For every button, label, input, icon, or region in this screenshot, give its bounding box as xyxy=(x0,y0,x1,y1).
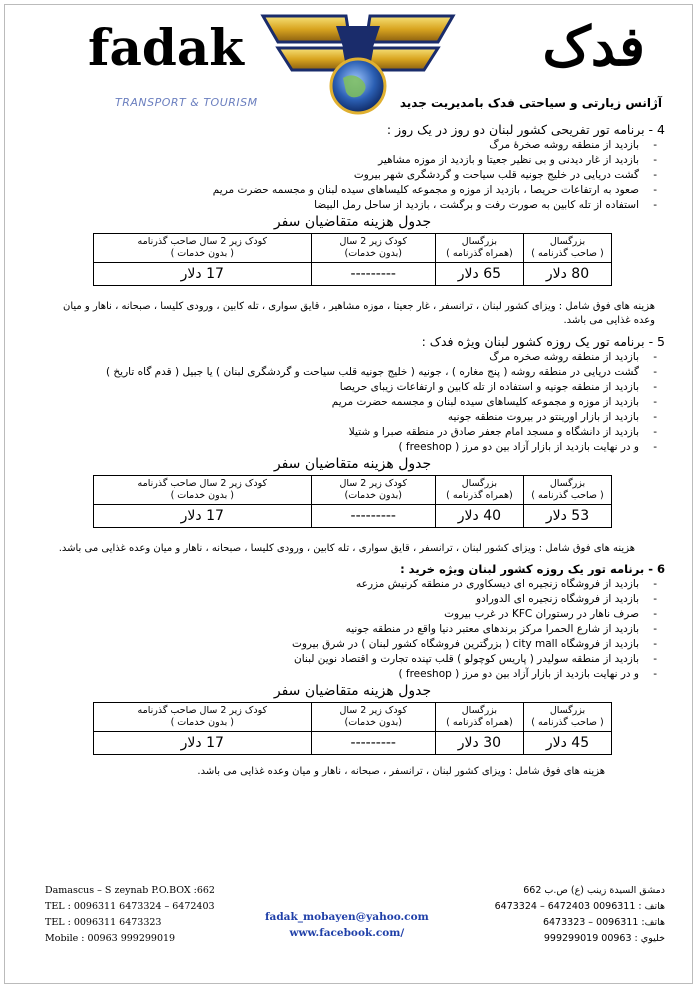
table-row xyxy=(94,505,612,528)
address-line: دمشق السیدة زینب (ع) ص.ب 662 xyxy=(523,885,665,896)
table-header: کودک زیر 2 سال (بدون خدمات) xyxy=(311,234,435,263)
table-row xyxy=(94,263,612,286)
mobile-line: Mobile : 00963 999299019 xyxy=(45,933,176,944)
table-row xyxy=(94,732,612,755)
price-cell: 65 دلار xyxy=(435,263,523,286)
table-header: بزرگسال ( صاحب گذرنامه ) xyxy=(523,703,611,732)
list-item: - بازدید از منطقه روشه صخره مرگ xyxy=(40,350,657,365)
list-item: - بازدید از منطقه جونیه و استفاده از تله کابین و ارتفاعات زیبای حریصا xyxy=(40,380,657,395)
list-item: - بازدید از غار دیدنی و بی نظیر جعیتا و بازدید از موزه مشاهیر xyxy=(40,153,657,168)
price-cell: 30 دلار xyxy=(435,732,523,755)
table-header: بزرگسال (همراه گذرنامه ) xyxy=(435,703,523,732)
section-title: 6 - برنامه تور یک روزه کشور لبنان ویژه خرید : xyxy=(400,562,665,576)
price-cell: 45 دلار xyxy=(523,732,611,755)
list-item: - بازدید از فروشگاه city mall ( بزرگترین فروشگاه کشور لبنان ) در شرق بیروت xyxy=(40,637,657,652)
tour-content xyxy=(40,118,665,785)
table-header: بزرگسال ( صاحب گذرنامه ) xyxy=(523,234,611,263)
footer-online xyxy=(265,909,429,941)
list-item: - صرف ناهار در رستوران KFC در غرب بیروت xyxy=(40,607,657,622)
section-title: 5 - برنامه تور یک روزه کشور لبنان ویژه فدک : xyxy=(421,334,665,349)
email-link[interactable]: fadak_mobayen@yahoo.com xyxy=(265,911,429,923)
table-header: بزرگسال (همراه گذرنامه ) xyxy=(435,234,523,263)
list-item: - و در نهایت بازدید از بازار آزاد بین دو مرز ( freeshop ) xyxy=(40,667,657,682)
tour-section-6 xyxy=(40,562,665,779)
tour-section-5 xyxy=(40,334,665,556)
price-cell: 40 دلار xyxy=(435,505,523,528)
table-title: جدول هزینه متقاضیان سفر xyxy=(273,214,432,230)
price-table xyxy=(93,475,612,528)
phone-line: هاتف: 0096311 – 6473323 xyxy=(542,917,665,928)
price-cell: 17 دلار xyxy=(94,505,312,528)
list-item: - بازدید از فروشگاه زنجیره ای الدورادو xyxy=(40,592,657,607)
brand-latin: fadak xyxy=(88,18,244,77)
itinerary-list xyxy=(40,138,665,213)
address-line: Damascus – S zeynab P.O.BOX :662 xyxy=(45,885,215,896)
table-header: بزرگسال (همراه گذرنامه ) xyxy=(435,476,523,505)
price-note: هزینه های فوق شامل : ویزای کشور لبنان ، ترانسفر ، صبحانه ، ناهار و میان وعده غذایی می باشد. xyxy=(197,766,605,777)
facebook-link[interactable]: www.facebook.com/ xyxy=(289,927,405,939)
table-header: کودک زیر 2 سال صاحب گذرنامه ( بدون خدمات ) xyxy=(94,703,312,732)
table-header: کودک زیر 2 سال صاحب گذرنامه ( بدون خدمات ) xyxy=(94,476,312,505)
list-item: - و در نهایت بازدید از بازار آزاد بین دو مرز ( freeshop ) xyxy=(40,440,657,455)
price-table xyxy=(93,233,612,286)
list-item: - بازدید از منطقه روشه صخرهٔ مرگ xyxy=(40,138,657,153)
price-cell: --------- xyxy=(311,732,435,755)
price-cell: --------- xyxy=(311,505,435,528)
table-title: جدول هزینه متقاضیان سفر xyxy=(273,456,432,472)
tagline-arabic: آژانس زیارتی و سیاحتی فدک بامدیریت جدید xyxy=(399,96,662,110)
price-cell: 53 دلار xyxy=(523,505,611,528)
itinerary-list xyxy=(40,577,665,682)
list-item: - بازدید از فروشگاه زنجیره ای دیسکاوری در منطقه کرنیش مزرعه xyxy=(40,577,657,592)
table-header: کودک زیر 2 سال صاحب گذرنامه ( بدون خدمات ) xyxy=(94,234,312,263)
table-header: کودک زیر 2 سال (بدون خدمات) xyxy=(311,703,435,732)
price-cell: 17 دلار xyxy=(94,732,312,755)
price-note: هزینه های فوق شامل : ویزای کشور لبنان ، ترانسفر ، قایق سواری ، تله کابین ، ورودی کلیسا ، صبحانه ، ناهار و میان وعده غذایی می باشد. xyxy=(58,543,635,554)
phone-line: هاتف : 0096311 6472403 – 6473324 xyxy=(494,901,665,912)
mobile-line: خلیوي : 00963 999299019 xyxy=(543,933,665,944)
table-header: کودک زیر 2 سال (بدون خدمات) xyxy=(311,476,435,505)
price-cell: 17 دلار xyxy=(94,263,312,286)
brand-arabic: فدک xyxy=(542,14,645,78)
list-item: - بازدید از دانشگاه و مسجد امام جعفر صادق در منطقه صبرا و شتیلا xyxy=(40,425,657,440)
phone-line: TEL : 0096311 6473323 xyxy=(45,917,162,928)
price-cell: 80 دلار xyxy=(523,263,611,286)
tour-section-4 xyxy=(40,122,665,328)
list-item: - بازدید از بازار اورینتو در بیروت منطقه جونیه xyxy=(40,410,657,425)
price-table xyxy=(93,702,612,755)
footer-contact-latin xyxy=(45,883,215,947)
phone-line: TEL : 0096311 6473324 – 6472403 xyxy=(45,901,215,912)
list-item: - بازدید از منطقه سولیدر ( پاریس کوچولو ) قلب تپنده تجارت و اقتصاد نوین لبنان xyxy=(40,652,657,667)
footer-contact-arabic xyxy=(495,883,665,947)
list-item: - صعود به ارتفاعات حریصا ، بازدید از موزه و مجموعه کلیساهای سیده لبنان و مجسمه حضرت مریم xyxy=(40,183,657,198)
price-note: هزینه های فوق شامل : ویزای کشور لبنان ، ترانسفر ، غار جعیتا ، موزه مشاهیر ، قایق سواری ، تله کابین ، ورودی کلیسا ، صبحانه ، ناهار و میان وعده غذایی می باشد. xyxy=(62,301,655,326)
section-title: 4 - برنامه تور تفریحی کشور لبنان دو روز در یک روز : xyxy=(386,122,665,137)
tagline-latin: TRANSPORT & TOURISM xyxy=(115,96,258,109)
table-header: بزرگسال ( صاحب گذرنامه ) xyxy=(523,476,611,505)
list-item: - بازدید از موزه و مجموعه کلیساهای سیده لبنان و مجسمه حضرت مریم xyxy=(40,395,657,410)
list-item: - بازدید از شارع الحمرا مرکز برندهای معتبر دنیا واقع در منطقه جونیه xyxy=(40,622,657,637)
table-title: جدول هزینه متقاضیان سفر xyxy=(273,683,432,699)
price-cell: --------- xyxy=(311,263,435,286)
list-item: - گشت دریایی در خلیج جونیه قلب سیاحت و گردشگری شهر بیروت xyxy=(40,168,657,183)
list-item: - گشت دریایی در منطقه روشه ( پنج مغاره ) ، جونیه ( خلیج جونیه قلب سیاحت و گردشگری لبنان ) یا جبیل ( قدم گاه تاریخ ) xyxy=(40,365,657,380)
list-item: - استفاده از تله کابین به صورت رفت و برگشت ، بازدید از ساحل رمل البیضا xyxy=(40,198,657,213)
itinerary-list xyxy=(40,350,665,455)
